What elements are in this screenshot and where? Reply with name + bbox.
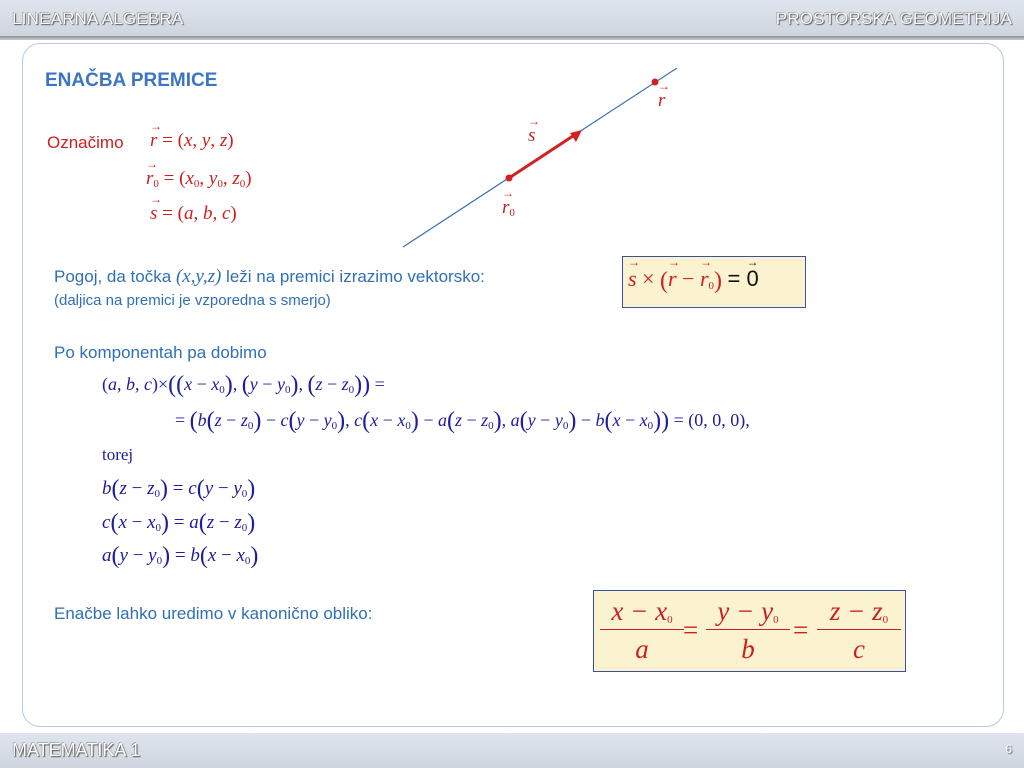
- vector-condition-formula: → s × (→ r − → $r_0$) = → 0: [628, 266, 759, 295]
- cross-product-line: (a, b, $c)\times((x - x_0)$, $(y - y_0)$, $(z - z_0)$) =: [102, 372, 385, 398]
- slide-title: ENAČBA PREMICE: [45, 70, 218, 91]
- footer-course-label: MATEMATIKA 1: [12, 740, 141, 760]
- condition-text: Pogoj, da točka (x,y,z) leži na premici izrazimo vektorsko:: [54, 266, 485, 287]
- equation-2: $c(x - x_0) = a(z - z_0)$: [102, 510, 256, 536]
- canonical-text: Enačbe lahko uredimo v kanonično obliko:: [54, 604, 373, 623]
- def-s: → s = (a, b, c): [150, 203, 237, 225]
- header-divider: [0, 36, 1024, 40]
- diagram-label-r: → r: [658, 90, 665, 112]
- equals-2: =: [793, 615, 809, 645]
- fraction-z: $\frac{z - z_0}{c}$: [817, 596, 901, 665]
- equals-1: =: [683, 615, 699, 645]
- fraction-x: $\frac{x - x_0}{a}$: [600, 596, 684, 665]
- direction-vector: [509, 134, 576, 178]
- diagram-label-s: → s: [528, 125, 535, 147]
- components-intro: Po komponentah pa dobimo: [54, 343, 267, 362]
- course-title: LINEARNA ALGEBRA: [12, 9, 184, 28]
- fraction-y: $\frac{y - y_0}{b}$: [706, 596, 790, 665]
- equation-1: $b(z - z_0) = c(y - y_0)$: [102, 476, 256, 502]
- footer-bar: [0, 733, 1024, 768]
- line-diagram: [390, 60, 700, 255]
- page-number: 6: [1005, 742, 1012, 756]
- point-r0: [506, 175, 513, 182]
- torej-label: torej: [102, 445, 134, 464]
- component-expansion-line: = ($b(z - z_0) - c(y - y_0)$, $c(x - x_0) - a(z - z_0)$, $a(y - y_0) - b(x - x_0)) = (0$, 0, 0),: [175, 408, 750, 434]
- def-r: → r = (x, y, z): [150, 130, 234, 152]
- condition-note: (daljica na premici je vzporedna s smerjo): [54, 292, 331, 309]
- intro-label: Označimo: [47, 133, 124, 152]
- diagram-label-r0: → $r_0$: [502, 197, 515, 219]
- equation-3: $a(y - y_0) = b(x - x_0)$: [102, 543, 259, 569]
- def-r0: → $r_0 = (x_0$, $y_0$, $z_0$): [146, 168, 252, 190]
- chapter-title: PROSTORSKA GEOMETRIJA: [775, 9, 1012, 28]
